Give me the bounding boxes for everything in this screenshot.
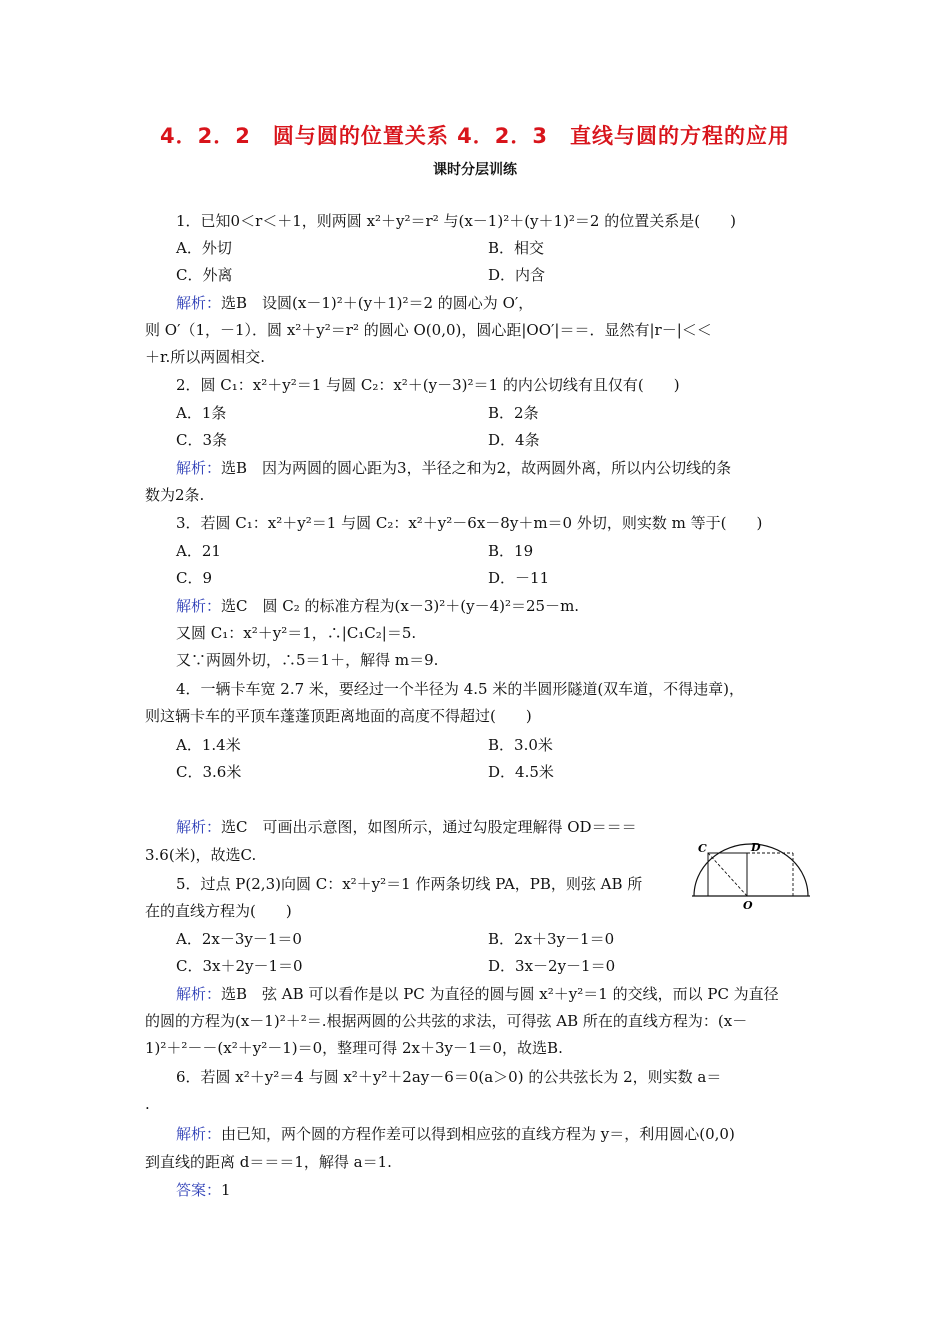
q1-solution-line2: 则 O′（1，－1）．圆 x²＋y²＝r² 的圆心 O(0,0)，圆心距|OO′|＝＝．显然有|r－|＜＜	[145, 321, 712, 339]
q6-answer	[176, 1176, 846, 1204]
q1-stem: 1．已知0＜r＜＋1，则两圆 x²＋y²＝r² 与(x－1)²＋(y＋1)²＝2 的位置关系是( )	[176, 212, 736, 230]
page-title: 4．2．2 圆与圆的位置关系 4．2．3 直线与圆的方程的应用	[160, 124, 790, 148]
q6-stem: 6．若圆 x²＋y²＝4 与圆 x²＋y²＋2ay－6＝0(a＞0) 的公共弦长为 2，则实数 a＝	[176, 1068, 722, 1086]
q4-option-a: A．1.4米	[176, 736, 241, 754]
q2-option-d: D．4条	[488, 431, 540, 449]
q1-option-c: C．外离	[176, 266, 233, 284]
q4-solution: 解析：选C 可画出示意图，如图所示，通过勾股定理解得 OD＝＝＝	[176, 818, 637, 836]
q4-stem-line2: 则这辆卡车的平顶车蓬蓬顶距离地面的高度不得超过( )	[145, 707, 532, 725]
label-d: D	[751, 841, 761, 854]
q1-option-d: D．内含	[488, 266, 546, 284]
solution-label: 解析：	[176, 459, 222, 477]
answer-label: 答案：	[176, 1181, 222, 1199]
q4-option-d: D．4.5米	[488, 763, 554, 781]
q1-option-b: B．相交	[488, 239, 545, 257]
q4-option-b: B．3.0米	[488, 736, 553, 754]
q5-stem-line2: 在的直线方程为( )	[145, 902, 292, 920]
solution-label: 解析：	[176, 597, 222, 615]
q2-solution: 解析：选B 因为两圆的圆心距为3，半径之和为2，故两圆外离，所以内公切线的条	[176, 459, 732, 477]
q5-option-d: D．3x－2y－1＝0	[488, 957, 616, 975]
q1-solution-line3: ＋r.所以两圆相交.	[145, 348, 266, 366]
q2-option-b: B．2条	[488, 404, 539, 422]
solution-label: 解析：	[176, 818, 222, 836]
q3-option-c: C．9	[176, 569, 213, 587]
q5-solution: 解析：选B 弦 AB 可以看作是以 PC 为直径的圆与圆 x²＋y²＝1 的交线，而以 PC 为直径	[176, 985, 779, 1003]
q2-solution-line2: 数为2条.	[145, 486, 205, 504]
q6-solution: 解析：由已知，两个圆的方程作差可以得到相应弦的直线方程为 y＝，利用圆心(0,0)	[176, 1125, 735, 1143]
q6-solution-line2: 到直线的距离 d＝＝＝1，解得 a＝1.	[145, 1153, 392, 1171]
page-subtitle: 课时分层训练	[433, 162, 517, 178]
q5-option-c: C．3x＋2y－1＝0	[176, 957, 303, 975]
q4-stem: 4．一辆卡车宽 2.7 米，要经过一个半径为 4.5 米的半圆形隧道(双车道，不得违章)，	[176, 680, 745, 698]
q3-option-a: A．21	[176, 542, 221, 560]
q3-solution: 解析：选C 圆 C₂ 的标准方程为(x－3)²＋(y－4)²＝25－m.	[176, 597, 580, 615]
q5-option-b: B．2x＋3y－1＝0	[488, 930, 615, 948]
q2-stem: 2．圆 C₁：x²＋y²＝1 与圆 C₂：x²＋(y－3)²＝1 的内公切线有且仅有( )	[176, 376, 680, 394]
q6-stem-line2: .	[145, 1095, 150, 1113]
solution-label: 解析：	[176, 985, 222, 1003]
answer-value: 1	[221, 1181, 231, 1199]
q1-solution: 解析：选B 设圆(x－1)²＋(y＋1)²＝2 的圆心为 O′，	[176, 294, 534, 312]
q5-solution-line3: 1)²＋²－－(x²＋y²－1)＝0，整理可得 2x＋3y－1＝0，故选B.	[145, 1039, 563, 1057]
q1-option-a: A．外切	[176, 239, 232, 257]
q5-solution-line2: 的圆的方程为(x－1)²＋²＝.根据两圆的公共弦的求法，可得弦 AB 所在的直线方程为：(x－	[145, 1012, 748, 1030]
q4-option-c: C．3.6米	[176, 763, 242, 781]
q3-option-b: B．19	[488, 542, 534, 560]
solution-label: 解析：	[176, 1125, 222, 1143]
q3-solution-line3: 又∵两圆外切，∴5＝1＋，解得 m＝9.	[176, 651, 439, 669]
q3-option-d: D．－11	[488, 569, 550, 587]
q5-stem: 5．过点 P(2,3)向圆 C：x²＋y²＝1 作两条切线 PA，PB，则弦 AB 所	[176, 875, 643, 893]
q3-stem: 3．若圆 C₁：x²＋y²＝1 与圆 C₂：x²＋y²－6x－8y＋m＝0 外切，则实数 m 等于( )	[176, 514, 763, 532]
label-o: O	[743, 899, 753, 910]
q2-option-c: C．3条	[176, 431, 228, 449]
label-c: C	[698, 842, 707, 855]
q5-option-a: A．2x－3y－1＝0	[176, 930, 302, 948]
solution-label: 解析：	[176, 294, 222, 312]
q4-solution-line2: 3.6(米)，故选C.	[145, 846, 257, 864]
q3-solution-line2: 又圆 C₁：x²＋y²＝1，∴|C₁C₂|＝5.	[176, 624, 417, 642]
q2-option-a: A．1条	[176, 404, 227, 422]
